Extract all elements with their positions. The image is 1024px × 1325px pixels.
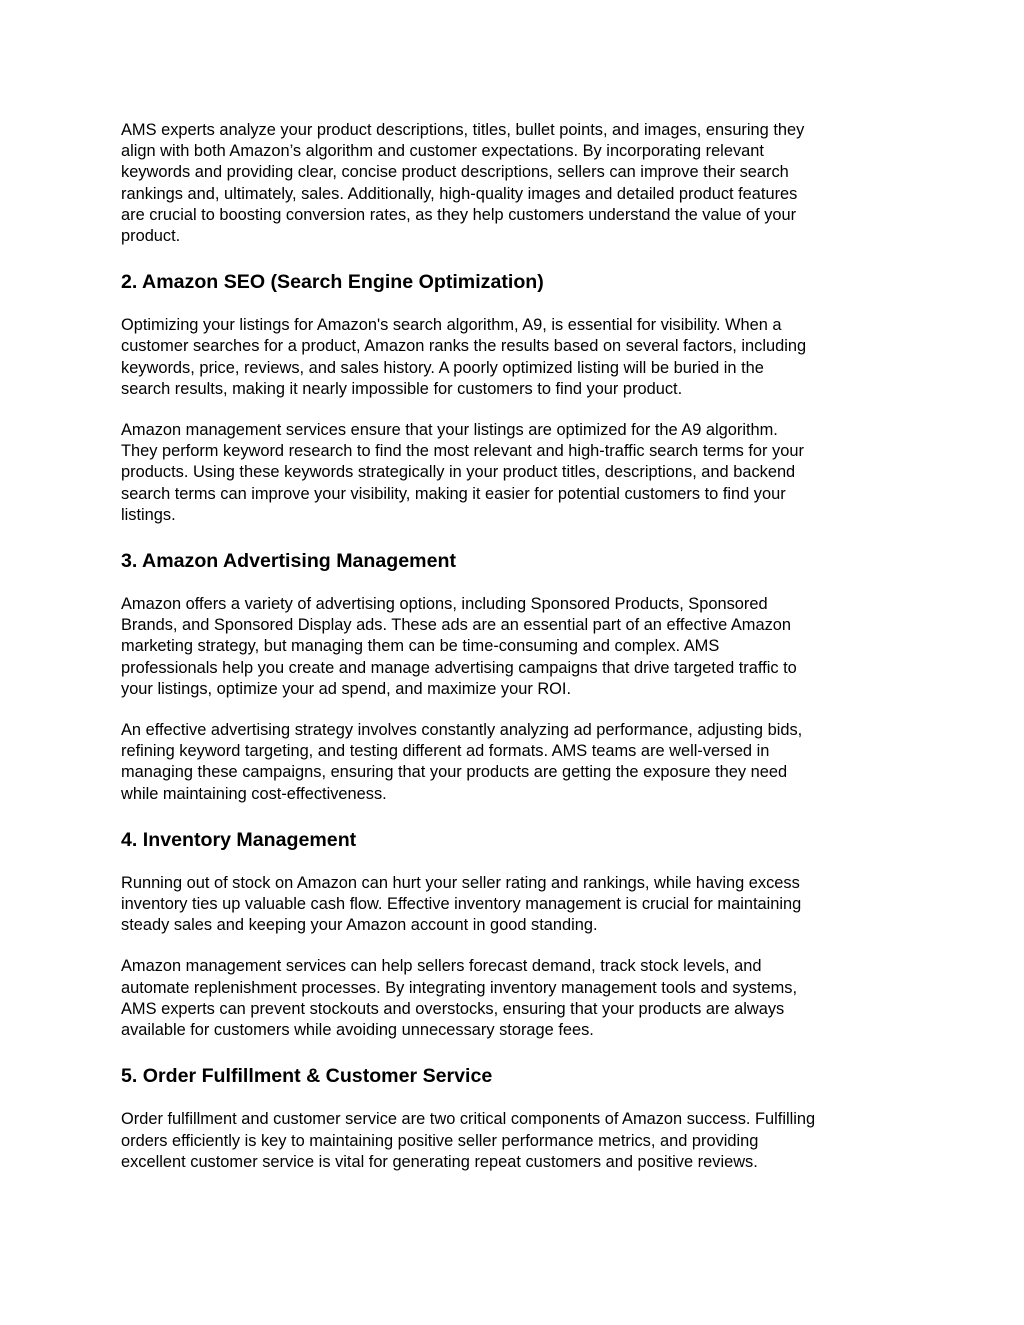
section-inventory-management [121,828,911,1041]
section-paragraph: Amazon management services ensure that your listings are optimized for the A9 algorithm. They perform keyword research to find the most relevant and high-traffic search terms for your products. Using these keywords strategically in your product titles, descriptions, and backend search terms can improve your visibility, making it easier for potential customers to find your listings. [121,421,804,524]
section-amazon-seo [121,270,911,526]
section-heading: 3. Amazon Advertising Management [121,550,456,573]
section-paragraph: Running out of stock on Amazon can hurt your seller rating and rankings, while having excess inventory ties up valuable cash flow. Effective inventory management is crucial for maintaining steady sales and keeping your Amazon account in good standing. [121,873,802,935]
section-heading: 2. Amazon SEO (Search Engine Optimization) [121,271,544,294]
section-paragraph: Order fulfillment and customer service are two critical components of Amazon success. Fulfilling orders efficiently is key to maintaining positive seller performance metrics, and providing excellent customer service is vital for generating repeat customers and positive reviews. [121,1110,816,1171]
section-paragraph: Amazon offers a variety of advertising options, including Sponsored Products, Sponsored Brands, and Sponsored Display ads. These ads are an essential part of an effective Amazon marketing strategy, but managing them can be time-consuming and complex. AMS professionals help you create and manage advertising campaigns that drive targeted traffic to your listings, optimize your ad spend, and maximize your ROI. [121,595,797,698]
section-paragraph: An effective advertising strategy involves constantly analyzing ad performance, adjusting bids, refining keyword targeting, and testing different ad formats. AMS teams are well-versed in managing these campaigns, ensuring that your products are getting the exposure they need while maintaining cost-effectiveness. [121,721,803,803]
document-page [121,120,911,1173]
section-paragraph: Optimizing your listings for Amazon's search algorithm, A9, is essential for visibility. When a customer searches for a product, Amazon ranks the results based on several factors, including keywords, price, reviews, and sales history. A poorly optimized listing will be buried in the search results, making it nearly impossible for customers to find your product. [121,316,807,398]
section-order-fulfillment-customer-service [121,1064,911,1173]
section-paragraph: Amazon management services can help sellers forecast demand, track stock levels, and automate replenishment processes. By integrating inventory management tools and systems, AMS experts can prevent stockouts and overstocks, ensuring that your products are always available for customers while avoiding unnecessary storage fees. [121,957,798,1040]
section-amazon-advertising-management [121,549,911,805]
section-heading: 5. Order Fulfillment & Customer Service [121,1065,493,1088]
intro-paragraph: AMS experts analyze your product descriptions, titles, bullet points, and images, ensuring they align with both Amazon’s algorithm and customer expectations. By incorporating relevant keywords and providing clear, concise product descriptions, sellers can improve their search rankings and, ultimately, sales. Additionally, high-quality images and detailed product features are crucial to boosting conversion rates, as they help customers understand the value of your product. [121,121,805,246]
section-heading: 4. Inventory Management [121,828,357,851]
